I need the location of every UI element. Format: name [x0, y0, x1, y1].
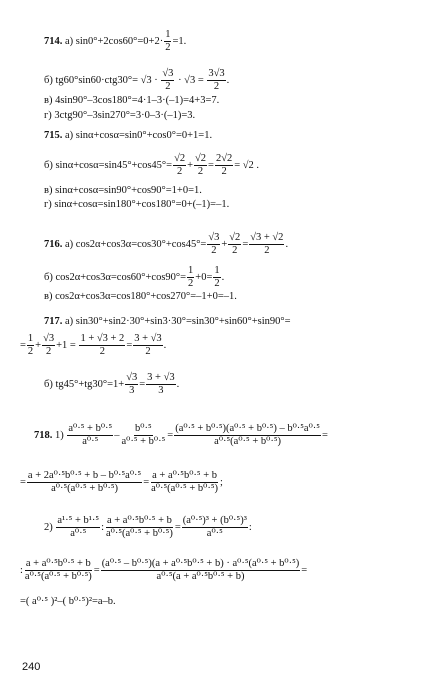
problem-715-v: в) sinα+cosα=sin90°+cos90°=1+0=1. — [44, 185, 202, 196]
fraction: $\frac{\text{a + a⁰·⁵b⁰·⁵ + b}}{\text{a⁰·⁵(a⁰·⁵ + b⁰·⁵)}}$ — [24, 558, 92, 583]
problem-716-v: в) cos2α+cos3α=cos180°+cos270°=–1+0=–1. — [44, 291, 237, 302]
problem-718-part2-cont: : $\frac{\text{a + a⁰·⁵b⁰·⁵ + b}}{\text{a⁰·⁵(a⁰·⁵ + b⁰·⁵)}}$ = $\frac{\text{(a⁰·⁵ – b⁰·⁵)(a + a⁰·⁵b⁰·⁵ + b) · a⁰·⁵(a⁰·⁵ + b⁰·⁵)}}{\text{a⁰·⁵(a + a⁰·⁵b⁰·⁵ + b)}}$ = — [20, 558, 308, 583]
fraction: $\frac{\text{a⁰·⁵ + b⁰·⁵}}{\text{a⁰·⁵}}$ — [68, 423, 113, 448]
fraction: $\frac{√3}{3}$ — [126, 372, 138, 397]
problem-714-a: 714. а) sin0°+2cos60°=0+2· $\frac{1}{2}$ =1. — [44, 29, 187, 54]
fraction: $\frac{3 + √3}{3}$ — [147, 372, 175, 397]
fraction: $\frac{\text{a + a⁰·⁵b⁰·⁵ + b}}{\text{a⁰·⁵(a⁰·⁵ + b⁰·⁵)}}$ — [106, 515, 173, 540]
fraction: $\frac{\text{(a⁰·⁵ – b⁰·⁵)(a + a⁰·⁵b⁰·⁵ + b) · a⁰·⁵(a⁰·⁵ + b⁰·⁵)}}{\text{a⁰·⁵(a + a⁰·⁵b⁰·⁵ + b)}}$ — [101, 558, 300, 583]
problem-716-b: б) cos2α+cos3α=cos60°+cos90°= $\frac{1}{2}$ +0= $\frac{1}{2}$ . — [44, 265, 225, 290]
fraction: $\frac{3 + √3}{2}$ — [134, 333, 162, 358]
problem-715-a: 715. а) sinα+cosα=sin0°+cos0°=0+1=1. — [44, 130, 213, 141]
problem-718-part2: 2) $\frac{\text{a¹·⁵ + b¹·⁵}}{\text{a⁰·⁵}}$ : $\frac{\text{a + a⁰·⁵b⁰·⁵ + b}}{\text{a⁰·⁵(a⁰·⁵ + b⁰·⁵)}}$ = $\frac{\text{(a⁰·⁵)³ + (b⁰·⁵)³}}{\text{a⁰·⁵}}$ : — [44, 515, 252, 540]
problem-714-b: б) tg60°sin60·ctg30°= √3 · $\frac{√3}{2}$ · √3 = $\frac{3√3}{2}$ . — [44, 68, 230, 93]
fraction: $\frac{1}{2}$ — [188, 265, 194, 290]
problem-717-a-cont: = $\frac{1}{2}$ + $\frac{√3}{2}$ +1 = $\frac{1 + √3 + 2}{2}$ = $\frac{3 + √3}{2}$ . — [20, 333, 167, 358]
page-number: 240 — [22, 661, 41, 673]
fraction: $\frac{3√3}{2}$ — [208, 68, 225, 93]
problem-716-a: 716. а) cos2α+cos3α=cos30°+cos45°= $\frac{√3}{2}$ + $\frac{√2}{2}$ = $\frac{√3 + √2}{2}$ . — [44, 232, 289, 257]
fraction: $\frac{√3}{2}$ — [162, 68, 174, 93]
fraction: $\frac{\text{a + a⁰·⁵b⁰·⁵ + b}}{\text{a⁰·⁵(a⁰·⁵ + b⁰·⁵)}}$ — [151, 470, 218, 495]
fraction: $\frac{\text{(a⁰·⁵ + b⁰·⁵)(a⁰·⁵ + b⁰·⁵) – b⁰·⁵a⁰·⁵}}{\text{a⁰·⁵(a⁰·⁵ + b⁰·⁵)}}$ — [175, 423, 320, 448]
problem-715-g: г) sinα+cosα=sin180°+cos180°=0+(–1)=–1. — [44, 199, 230, 210]
problem-715-b: б) sinα+cosα=sin45°+cos45°= $\frac{√2}{2}$ + $\frac{√2}{2}$ = $\frac{2√2}{2}$ = √2 . — [44, 153, 260, 178]
problem-717-a: 717. а) sin30°+sin2·30°+sin3·30°=sin30°+sin60°+sin90°= — [44, 316, 291, 327]
fraction: $\frac{1}{2}$ — [214, 265, 220, 290]
problem-number: 716. — [44, 238, 63, 250]
fraction: $\frac{√2}{2}$ — [174, 153, 186, 178]
fraction: $\frac{√3 + √2}{2}$ — [250, 232, 284, 257]
fraction: $\frac{2√2}{2}$ — [215, 153, 233, 178]
fraction: $\frac{1}{2}$ — [27, 333, 34, 358]
fraction: $\frac{1}{2}$ — [165, 29, 171, 54]
problem-number: 715. — [44, 130, 63, 141]
problem-number: 718. — [34, 429, 53, 441]
problem-718-part1-cont: = $\frac{\text{a + 2a⁰·⁵b⁰·⁵ + b – b⁰·⁵a⁰·⁵}}{\text{a⁰·⁵(a⁰·⁵ + b⁰·⁵)}}$ = $\frac{\text{a + a⁰·⁵b⁰·⁵ + b}}{\text{a⁰·⁵(a⁰·⁵ + b⁰·⁵)}}$ ; — [20, 470, 223, 495]
problem-714-v: в) 4sin90°–3cos180°=4·1–3·(–1)=4+3=7. — [44, 95, 220, 106]
problem-number: 717. — [44, 316, 63, 327]
fraction: $\frac{√3}{2}$ — [208, 232, 220, 257]
problem-718-part1: 718. 1) $\frac{\text{a⁰·⁵ + b⁰·⁵}}{\text{a⁰·⁵}}$ – $\frac{\text{b⁰·⁵}}{\text{a⁰·⁵ + b⁰·⁵}}$ = $\frac{\text{(a⁰·⁵ + b⁰·⁵)(a⁰·⁵ + b⁰·⁵) – b⁰·⁵a⁰·⁵}}{\text{a⁰·⁵(a⁰·⁵ + b⁰·⁵)}}$ = — [34, 423, 328, 448]
problem-717-b: б) tg45°+tg30°=1+ $\frac{√3}{3}$ = $\frac{3 + √3}{3}$ . — [44, 372, 180, 397]
fraction: $\frac{1 + √3 + 2}{2}$ — [80, 333, 125, 358]
fraction: $\frac{\text{a¹·⁵ + b¹·⁵}}{\text{a⁰·⁵}}$ — [57, 515, 100, 540]
fraction: $\frac{√3}{2}$ — [43, 333, 55, 358]
fraction: $\frac{\text{b⁰·⁵}}{\text{a⁰·⁵ + b⁰·⁵}}$ — [121, 423, 166, 448]
fraction: $\frac{\text{a + 2a⁰·⁵b⁰·⁵ + b – b⁰·⁵a⁰·⁵}}{\text{a⁰·⁵(a⁰·⁵ + b⁰·⁵)}}$ — [27, 470, 142, 495]
problem-718-final: =( a⁰·⁵ )²–( b⁰·⁵)²=a–b. — [20, 596, 116, 607]
problem-714-g: г) 3ctg90°–3sin270°=3·0–3·(–1)=3. — [44, 110, 196, 121]
fraction: $\frac{\text{(a⁰·⁵)³ + (b⁰·⁵)³}}{\text{a⁰·⁵}}$ — [182, 515, 247, 540]
fraction: $\frac{√2}{2}$ — [229, 232, 241, 257]
problem-number: 714. — [44, 35, 63, 47]
fraction: $\frac{√2}{2}$ — [195, 153, 207, 178]
